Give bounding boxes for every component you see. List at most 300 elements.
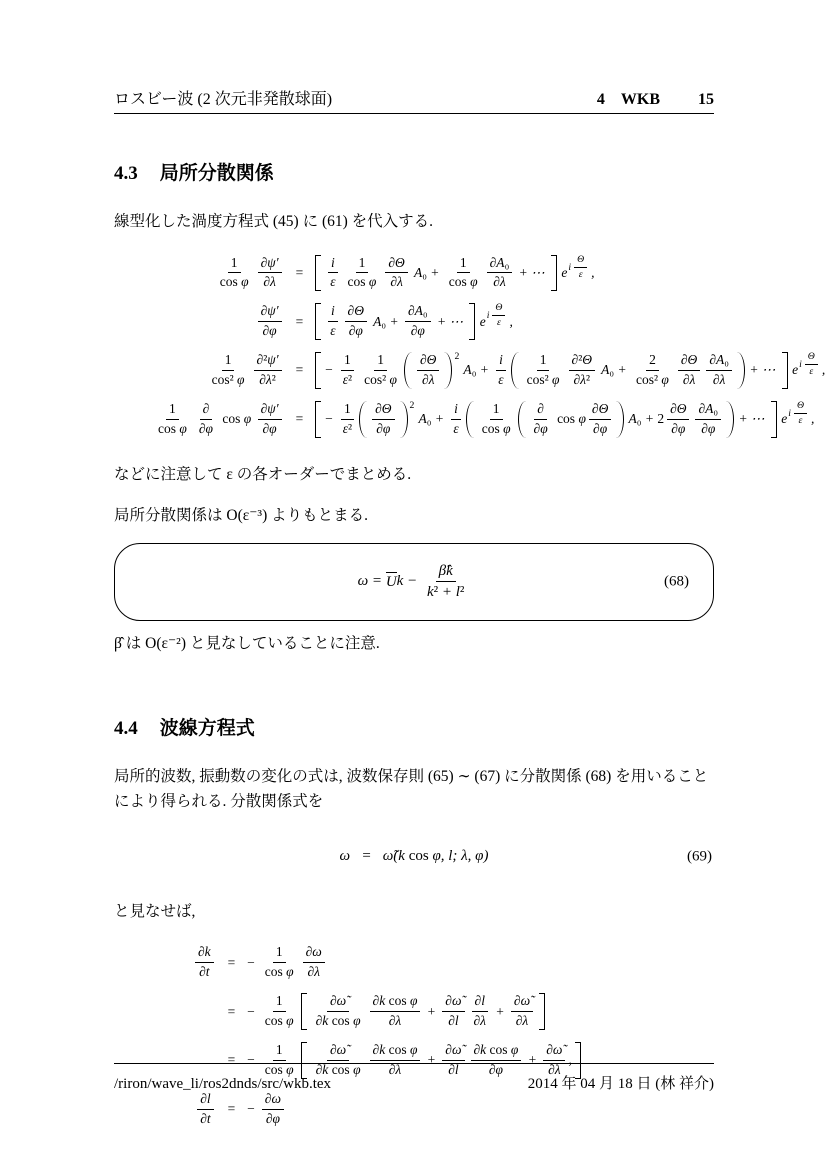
math-token: ∂k	[315, 1013, 332, 1029]
math-token	[590, 420, 610, 438]
math-token	[315, 352, 321, 389]
section-4-4-title: 波線方程式	[159, 717, 255, 739]
math-token	[574, 254, 587, 281]
section-4-3-title: 局所分散関係	[159, 163, 274, 184]
math-token	[568, 254, 590, 281]
math-token	[256, 371, 279, 389]
math-token: −	[246, 954, 259, 970]
math-token: k −	[396, 573, 421, 590]
math-token: ∂λ	[421, 371, 435, 387]
math-token	[301, 993, 545, 1030]
equation-rhs	[314, 401, 825, 438]
math-token	[805, 351, 818, 378]
math-token	[469, 303, 475, 340]
math-token: ∂φ	[262, 323, 277, 339]
math-token	[646, 352, 659, 371]
math-token: ∂Θ	[670, 400, 687, 416]
math-token: ∂A	[698, 400, 714, 416]
math-token: cos	[388, 993, 407, 1009]
math-token: ²	[229, 371, 234, 387]
math-token	[222, 352, 235, 371]
math-token: 1	[358, 254, 366, 270]
math-token	[494, 316, 504, 329]
math-token	[315, 303, 475, 340]
math-token	[370, 993, 421, 1030]
math-token: 1	[275, 1041, 283, 1057]
math-token: ∂k	[198, 944, 211, 960]
math-token	[345, 303, 367, 322]
math-token: φ	[658, 371, 669, 387]
math-token: ∂λ	[573, 371, 586, 387]
math-token: ε	[498, 371, 504, 387]
equation-rhs	[314, 303, 825, 340]
math-token	[315, 255, 321, 292]
math-token	[273, 944, 286, 963]
math-token: cos	[408, 848, 429, 865]
math-token: φ	[237, 274, 249, 290]
math-token: ²	[271, 371, 276, 387]
paragraph-tominaseba: と見なせば,	[114, 902, 196, 920]
math-token: 1	[459, 254, 467, 270]
math-token	[454, 351, 459, 362]
equation-relation: =	[295, 264, 304, 280]
math-token: φ	[386, 371, 398, 387]
equation-rhs	[314, 255, 825, 292]
math-token	[369, 401, 397, 438]
math-token: ε	[809, 366, 814, 378]
math-token	[260, 420, 280, 438]
math-token: ,	[509, 313, 513, 329]
math-token	[511, 352, 519, 389]
math-token	[695, 401, 721, 438]
math-token: cos	[222, 411, 241, 427]
equation-lhs	[192, 1091, 217, 1128]
math-token	[262, 1091, 284, 1110]
math-token	[706, 352, 732, 389]
math-token: ∂φ	[533, 420, 548, 436]
math-token: 1	[275, 993, 283, 1009]
math-token: ∂ω̃	[445, 1041, 462, 1057]
math-token	[340, 848, 489, 865]
math-token: ²	[653, 371, 659, 387]
math-token: ∂k	[473, 1041, 490, 1057]
math-token: ∂φ	[262, 420, 277, 436]
math-token	[327, 1042, 349, 1061]
math-token: φ	[349, 1061, 361, 1077]
math-token	[195, 944, 214, 963]
math-token: ∂φ	[671, 420, 686, 436]
math-token	[417, 352, 439, 371]
math-token: i	[499, 352, 503, 368]
equation-relation: =	[295, 411, 304, 427]
math-token	[340, 420, 355, 438]
equation-lhs	[152, 352, 285, 389]
math-token: ²	[263, 352, 268, 368]
math-token: ω =	[357, 573, 386, 590]
math-token	[386, 572, 397, 591]
math-token	[327, 322, 338, 340]
math-token: ∂Θ	[347, 303, 364, 319]
math-token: ∂k	[372, 993, 389, 1009]
math-token	[408, 322, 428, 340]
math-token	[524, 352, 563, 389]
math-token	[195, 944, 214, 981]
equation-68	[358, 562, 471, 603]
math-token	[303, 944, 325, 963]
math-token: ∂φ	[265, 1110, 280, 1126]
footer-file-path: /riron/wave_li/ros2dnds/src/wkb.tex	[114, 1076, 332, 1092]
math-token	[543, 1042, 565, 1061]
math-token: ²	[544, 371, 549, 387]
math-token: +	[614, 362, 630, 378]
math-token	[576, 268, 586, 281]
math-token: −	[246, 1003, 259, 1019]
math-token: φ	[233, 371, 245, 387]
math-token	[419, 371, 438, 389]
math-token: ₀	[381, 313, 387, 329]
math-token: 1	[230, 254, 238, 270]
math-token: ,	[591, 264, 595, 280]
equation-69	[340, 848, 489, 865]
math-token	[345, 273, 380, 291]
math-token: ∂λ	[307, 964, 320, 980]
math-token: + ⋯	[433, 313, 467, 329]
math-token: ∂ω̃	[546, 1041, 563, 1057]
math-token: ∂Θ	[420, 352, 437, 368]
math-token	[315, 255, 557, 292]
math-token: cos	[264, 1061, 283, 1077]
math-token	[487, 255, 513, 274]
math-token: cos	[264, 964, 283, 980]
math-token	[414, 352, 442, 389]
math-token	[490, 273, 509, 291]
math-token	[424, 582, 467, 602]
math-token	[511, 352, 745, 389]
equation-relation: =	[227, 1052, 236, 1068]
math-token: i	[331, 303, 335, 319]
math-token	[345, 303, 367, 340]
math-token	[806, 365, 816, 378]
math-token: ∂λ	[388, 1061, 402, 1077]
math-token	[217, 273, 252, 291]
math-token: i	[486, 310, 490, 322]
math-token: Θ	[582, 352, 592, 368]
math-token: cos	[331, 1061, 350, 1077]
equation-number-68: (68)	[664, 573, 689, 590]
equation-rhs	[314, 352, 825, 389]
math-token	[258, 401, 282, 420]
math-token: ∂ω̃	[445, 993, 462, 1009]
math-token	[361, 371, 400, 389]
section-4-3-number: 4.3	[114, 163, 138, 184]
math-token: ε	[330, 323, 336, 339]
math-token	[496, 352, 506, 371]
math-token: ∂ω̃	[513, 993, 531, 1009]
math-token: i	[788, 407, 791, 419]
math-token	[346, 322, 366, 340]
header-page-number: 15	[698, 91, 714, 108]
math-token: ∂λ	[515, 1013, 529, 1029]
math-token	[513, 1012, 532, 1030]
math-token: ∂ω̃	[329, 1041, 347, 1057]
math-token: φ	[466, 274, 478, 290]
math-token: ∂l	[448, 1013, 459, 1029]
math-token: +	[423, 1003, 440, 1019]
math-token	[410, 400, 415, 411]
equation-relation: =	[227, 1003, 236, 1019]
math-token	[518, 401, 625, 438]
math-token: 1	[539, 352, 547, 368]
footer-date-author: 2014 年 04 月 18 日 (林 祥介)	[527, 1076, 714, 1092]
math-token	[451, 401, 461, 420]
math-token: ²	[578, 352, 583, 368]
math-token: ₀	[713, 400, 719, 416]
math-token	[328, 303, 338, 322]
equation-relation: =	[227, 954, 236, 970]
math-token	[490, 401, 503, 420]
math-token	[551, 255, 557, 292]
math-token	[570, 371, 593, 389]
math-token: ω = ω̃(k	[339, 848, 409, 865]
math-token	[315, 303, 321, 340]
paragraph-ray-intro: 局所的波数, 振動数の変化の式は, 波数保存則 (65) ∼ (67) に分散関係 (68) を用いることにより得られる. 分散関係式を	[114, 767, 709, 811]
math-token	[539, 993, 545, 1030]
math-token: φ	[282, 964, 294, 980]
equation-rhs	[246, 993, 582, 1030]
math-token: cos	[219, 274, 238, 290]
math-token: cos	[448, 274, 467, 290]
math-token	[466, 401, 734, 438]
math-token	[356, 255, 369, 274]
math-token: ∂φ	[348, 323, 363, 339]
math-token	[217, 255, 252, 292]
math-token	[726, 401, 734, 438]
math-token	[442, 993, 464, 1012]
math-token	[273, 993, 286, 1012]
math-token	[315, 401, 777, 438]
math-token: cos	[331, 1013, 350, 1029]
math-token: ∂Θ	[591, 400, 609, 416]
math-token	[788, 400, 810, 427]
math-token: ₀	[426, 411, 432, 427]
math-token	[324, 401, 768, 438]
math-token	[263, 1110, 283, 1128]
math-token	[633, 352, 672, 389]
math-token: φ, l; λ, φ)	[428, 848, 489, 865]
math-token	[471, 1042, 522, 1061]
math-token	[616, 401, 624, 438]
math-token	[258, 303, 282, 322]
math-token: 2	[409, 399, 415, 411]
math-token	[471, 1012, 490, 1030]
math-token: + ⋯	[745, 362, 779, 378]
math-token: φ	[349, 1013, 361, 1029]
math-token: cos	[364, 371, 383, 387]
equation-relation: =	[227, 1101, 236, 1117]
math-token	[327, 993, 349, 1012]
math-token	[209, 352, 248, 389]
math-token: ∂Θ	[680, 352, 698, 368]
math-token	[196, 420, 216, 438]
math-token: ∂Θ	[375, 400, 392, 416]
math-token: 1	[492, 400, 500, 416]
paragraph-substitution-intro: 線型化した渦度方程式 (45) に (61) を代入する.	[114, 213, 434, 230]
math-token	[476, 401, 724, 438]
math-token: φ	[282, 1013, 294, 1029]
math-token	[372, 401, 394, 420]
math-token: ψ′	[267, 352, 279, 368]
math-token	[450, 401, 461, 438]
equation-lhs	[152, 255, 285, 292]
math-token	[589, 401, 611, 438]
math-token: + l	[438, 584, 460, 601]
math-token	[667, 401, 689, 438]
header-section-label: 4 WKB	[596, 91, 660, 108]
math-token: +	[524, 1052, 541, 1068]
math-token	[524, 371, 563, 389]
math-token: cos	[211, 371, 230, 387]
math-token	[457, 255, 470, 274]
equation-69-row	[114, 835, 714, 879]
math-token	[327, 273, 338, 291]
math-token	[446, 273, 481, 291]
math-token	[569, 352, 595, 389]
math-token: φ	[548, 371, 560, 387]
math-token	[678, 352, 700, 389]
math-token: A	[410, 264, 423, 280]
math-token	[258, 303, 282, 340]
math-token: ²	[348, 420, 353, 436]
math-token: −	[246, 1101, 259, 1117]
math-token	[313, 993, 364, 1030]
math-token: ∂φ	[376, 420, 391, 436]
math-token	[262, 963, 297, 981]
math-token	[273, 1042, 286, 1061]
math-token	[166, 401, 179, 420]
math-token: ,	[568, 1052, 572, 1068]
math-token: Θ	[796, 399, 804, 411]
math-token	[518, 401, 526, 438]
boxed-dispersion-relation	[114, 543, 714, 622]
math-token	[374, 352, 387, 371]
math-token: 1	[224, 352, 232, 368]
math-token: A	[625, 411, 637, 427]
math-token	[472, 993, 488, 1012]
math-token	[373, 420, 393, 438]
math-token	[492, 302, 505, 329]
math-token	[301, 993, 307, 1030]
math-token	[313, 1012, 364, 1030]
math-token	[511, 993, 533, 1030]
math-token	[155, 420, 190, 438]
math-token: i	[331, 254, 335, 270]
math-token: ₀	[471, 362, 477, 378]
math-token: ∂	[537, 400, 544, 416]
math-token	[372, 401, 394, 438]
math-token: ε	[453, 420, 459, 436]
math-token	[327, 303, 338, 340]
math-token	[385, 255, 407, 274]
math-token: ²	[382, 371, 387, 387]
math-token: ∂l	[200, 1090, 211, 1106]
math-token	[155, 401, 190, 438]
math-token	[633, 371, 672, 389]
math-token: ε	[497, 317, 501, 329]
math-token	[358, 562, 471, 603]
math-token: ₀	[636, 411, 642, 427]
math-token	[521, 352, 735, 389]
math-token: k	[426, 584, 434, 601]
math-token: β̂k	[438, 562, 453, 579]
math-token	[487, 302, 509, 329]
math-token	[531, 401, 551, 438]
section-4-4-number: 4.4	[114, 717, 138, 739]
equation-lhs	[152, 401, 285, 438]
equation-array-substitution	[152, 253, 826, 438]
math-token	[196, 963, 212, 981]
math-token: ₀	[504, 254, 510, 270]
math-token	[303, 944, 325, 981]
math-token: ₀	[422, 264, 427, 280]
math-token: ε	[342, 420, 349, 436]
math-token	[794, 400, 807, 427]
math-token: +	[476, 362, 493, 378]
math-token	[260, 322, 280, 340]
math-token	[487, 255, 513, 292]
math-token	[405, 303, 431, 322]
math-token: ₀	[609, 362, 615, 378]
page-header	[114, 86, 714, 114]
math-token: 2	[454, 351, 460, 363]
paragraph-order-note: などに注意して ε の各オーダーでまとめる.	[114, 465, 412, 483]
math-token: φ	[176, 420, 187, 436]
math-token: i	[568, 261, 572, 273]
math-token	[424, 562, 467, 603]
math-token: ∂	[571, 352, 579, 368]
math-token: −	[324, 411, 337, 427]
math-token: ∂ω	[305, 944, 322, 960]
math-token	[315, 401, 321, 438]
math-token	[574, 254, 587, 268]
equation-relation: =	[295, 362, 304, 378]
math-token	[197, 1091, 213, 1110]
math-token: +	[641, 411, 658, 427]
math-token	[534, 401, 547, 420]
math-token	[479, 401, 514, 438]
math-token: 2	[657, 411, 665, 427]
math-token: ,	[821, 362, 826, 378]
header-running-title: ロスビー波 (2 次元非発散球面)	[114, 91, 333, 108]
math-token: φ	[499, 420, 511, 436]
equation-array-ray	[192, 944, 714, 1127]
math-token	[197, 1110, 213, 1128]
math-token	[340, 401, 355, 438]
math-token: ²	[433, 584, 439, 601]
math-token	[304, 963, 323, 981]
math-token: ∂ψ′	[260, 400, 279, 416]
math-token	[445, 1012, 461, 1030]
math-token	[260, 273, 279, 291]
math-token	[799, 351, 821, 378]
math-token: ∂λ	[493, 274, 506, 290]
math-token	[479, 420, 514, 438]
math-token	[531, 420, 551, 438]
math-token: e	[476, 313, 486, 329]
math-token: +	[426, 264, 443, 280]
math-token	[417, 352, 439, 389]
math-token	[328, 255, 338, 274]
math-token: ∂λ	[388, 1013, 402, 1029]
